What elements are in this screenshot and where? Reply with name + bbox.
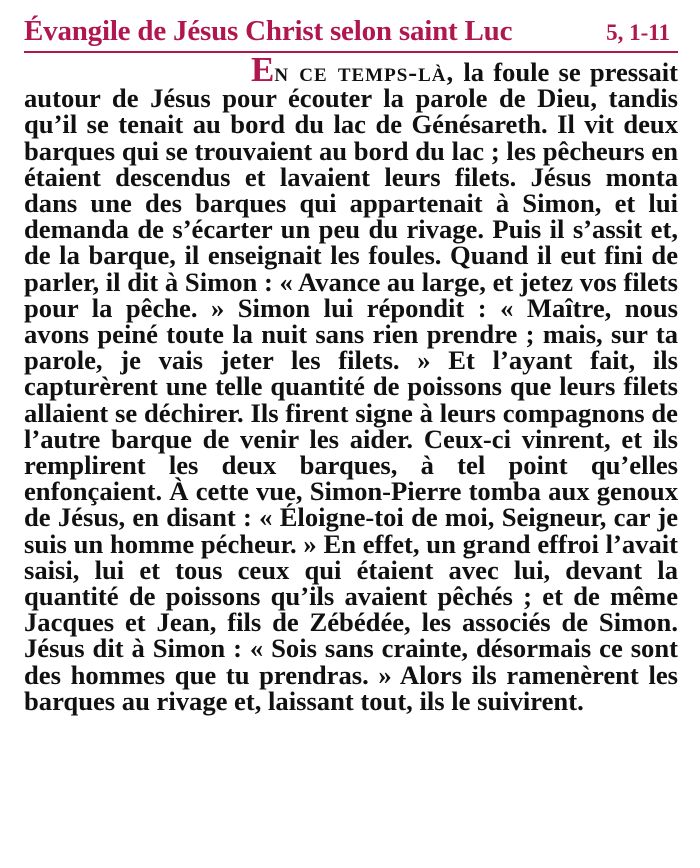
drop-cap: E bbox=[251, 50, 275, 89]
verse-reference: 5, 1-11 bbox=[606, 20, 670, 45]
reading-body bbox=[24, 50, 678, 716]
opening-words: n ce temps-là, bbox=[274, 57, 455, 87]
reading-header bbox=[24, 14, 678, 53]
reading-paragraph bbox=[24, 50, 678, 716]
reading-title: Évangile de Jésus Christ selon saint Luc bbox=[24, 15, 513, 47]
reading-text: la foule se pressait autour de Jésus pour écouter la parole de Dieu, tandis qu’il se tenait au bord du lac de Génésareth. Il vit deux barques qui se trouvaient au bord du lac ; les pêcheurs en étaient descendus et lavaient leurs filets. Jésus monta dans une des barques qui appartenait à Simon, et lui demanda de s’écarter un peu du rivage. Puis il s’assit et, de la barque, il enseignait les foules. Quand il eut fini de parler, il dit à Simon : « Avance au large, et jetez vos filets pour la pêche. » Simon lui répondit : « Maître, nous avons peiné toute la nuit sans rien prendre ; mais, sur ta parole, je vais jeter les filets. » Et l’ayant fait, ils capturèrent une telle quantité de poissons que leurs filets allaient se déchirer. Ils firent signe à leurs compagnons de l’autre barque de venir les aider. Ceux-ci vinrent, et ils remplirent les deux barques, à tel point qu’elles enfonçaient. À cette vue, Simon-Pierre tomba aux genoux de Jésus, en disant : « Éloigne-toi de moi, Seigneur, car je suis un homme pécheur. » En effet, un grand effroi l’avait saisi, lui et tous ceux qui étaient avec lui, devant la quantité de poissons qu’ils avaient pêchés ; et de même Jacques et Jean, fils de Zébédée, les associés de Simon. Jésus dit à Simon : « Sois sans crainte, désormais ce sont des hommes que tu prendras. » Alors ils ramenèrent les barques au rivage et, laissant tout, ils le suivirent. bbox=[24, 57, 678, 716]
